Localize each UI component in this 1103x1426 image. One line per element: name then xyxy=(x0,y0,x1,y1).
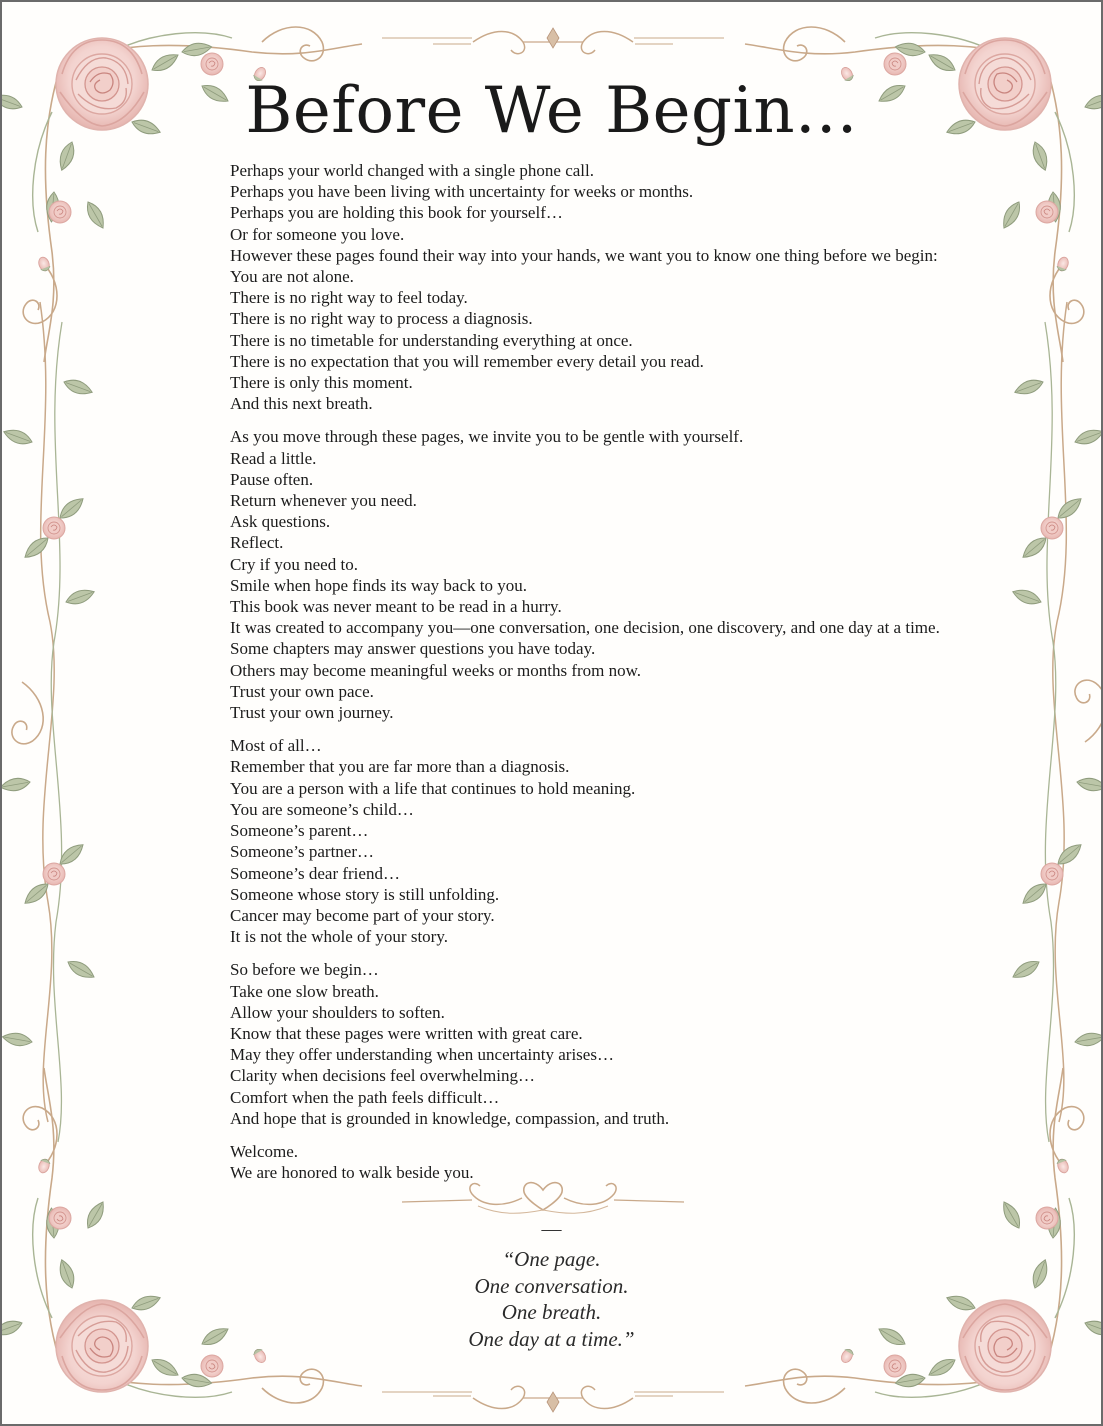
text-line: You are not alone. xyxy=(230,267,354,287)
text-line: There is only this moment. xyxy=(230,373,413,393)
body-text xyxy=(230,160,990,1195)
text-line: Know that these pages were written with great care. xyxy=(230,1023,583,1043)
paragraph xyxy=(230,959,990,1129)
text-line: Reflect. xyxy=(230,533,284,553)
paragraph xyxy=(230,426,990,723)
text-line: Perhaps you have been living with uncertainty for weeks or months. xyxy=(230,182,694,202)
text-line: So before we begin… xyxy=(230,960,379,980)
text-line: There is no right way to process a diagnosis. xyxy=(230,309,533,329)
text-line: Ask questions. xyxy=(230,512,331,532)
text-line: As you move through these pages, we invite you to be gentle with yourself. xyxy=(230,427,744,447)
text-line: Trust your own journey. xyxy=(230,703,394,723)
text-line: This book was never meant to be read in a hurry. xyxy=(230,597,562,617)
text-line: Smile when hope finds its way back to you. xyxy=(230,575,527,595)
divider-dash: — xyxy=(541,1218,562,1240)
text-line: Read a little. xyxy=(230,448,317,468)
text-line: Or for someone you love. xyxy=(230,224,405,244)
text-line: Some chapters may answer questions you have today. xyxy=(230,639,596,659)
text-line: Take one slow breath. xyxy=(230,981,379,1001)
text-line: Remember that you are far more than a diagnosis. xyxy=(230,757,570,777)
text-line: Welcome. xyxy=(230,1141,299,1161)
text-line: Someone whose story is still unfolding. xyxy=(230,884,500,904)
text-line: Pause often. xyxy=(230,469,314,489)
page-title: Before We Begin... xyxy=(245,74,858,148)
paragraph xyxy=(230,160,990,414)
paragraph xyxy=(230,735,990,947)
text-line: Someone’s dear friend… xyxy=(230,863,400,883)
text-line: Perhaps your world changed with a single phone call. xyxy=(230,161,594,180)
quote-line: “One page. xyxy=(502,1247,601,1271)
text-line: And hope that is grounded in knowledge, compassion, and truth. xyxy=(230,1108,670,1128)
text-line: And this next breath. xyxy=(230,394,373,414)
text-line: It is not the whole of your story. xyxy=(230,927,448,947)
text-line: There is no expectation that you will remember every detail you read. xyxy=(230,351,704,371)
text-line: There is no right way to feel today. xyxy=(230,288,468,308)
text-line: Someone’s parent… xyxy=(230,821,369,841)
text-line: May they offer understanding when uncertainty arises… xyxy=(230,1045,614,1065)
text-line: Comfort when the path feels difficult… xyxy=(230,1087,500,1107)
text-line: However these pages found their way into your hands, we want you to know one thing before we begin: xyxy=(230,245,938,265)
paragraph xyxy=(230,1141,990,1183)
quote-line: One conversation. xyxy=(474,1273,629,1298)
text-line: Cancer may become part of your story. xyxy=(230,905,495,925)
text-line: There is no timetable for understanding everything at once. xyxy=(230,330,633,350)
text-line: Most of all… xyxy=(230,736,322,756)
text-line: It was created to accompany you—one conversation, one decision, one discovery, and one day at a time. xyxy=(230,618,940,638)
quote-line: One day at a time.” xyxy=(468,1326,635,1351)
text-line: You are someone’s child… xyxy=(230,799,414,819)
quote-line: One breath. xyxy=(501,1300,602,1324)
text-line: Cry if you need to. xyxy=(230,554,358,574)
text-line: Clarity when decisions feel overwhelming… xyxy=(230,1066,535,1086)
text-line: Others may become meaningful weeks or months from now. xyxy=(230,660,642,680)
text-line: Trust your own pace. xyxy=(230,681,374,701)
text-line: Perhaps you are holding this book for yourself… xyxy=(230,203,563,223)
closing-quote xyxy=(2,1246,1101,1352)
text-line: Allow your shoulders to soften. xyxy=(230,1002,445,1022)
text-line: You are a person with a life that continues to hold meaning. xyxy=(230,778,636,798)
text-line: We are honored to walk beside you. xyxy=(230,1163,474,1183)
text-line: Someone’s partner… xyxy=(230,842,374,862)
text-line: Return whenever you need. xyxy=(230,491,417,511)
